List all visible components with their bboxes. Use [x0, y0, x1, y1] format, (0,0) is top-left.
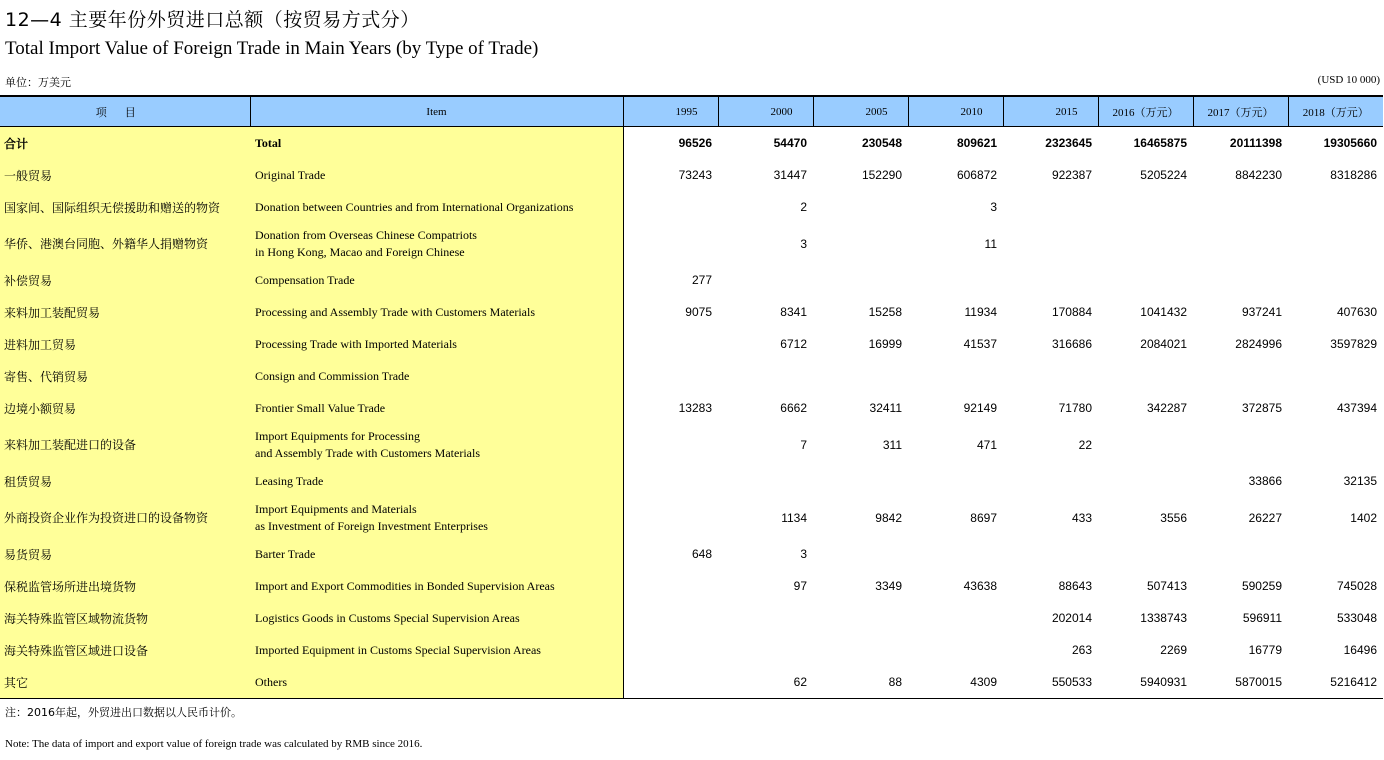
item-name-english: Consign and Commission Trade: [250, 360, 623, 392]
value-cell: 606872: [956, 168, 997, 182]
value-cell: 1402: [1350, 510, 1377, 525]
value-cell: [623, 570, 718, 602]
value-cell: [623, 328, 718, 360]
value-cell: [623, 191, 718, 223]
value-cell: [1288, 360, 1383, 392]
header-year: 2015: [1003, 96, 1098, 127]
value-cell: 433: [1071, 510, 1092, 525]
value-cell: 96526: [678, 136, 712, 150]
value-cell: [813, 360, 908, 392]
value-cell: [1098, 424, 1193, 465]
value-cell: 31447: [773, 168, 807, 182]
value-cell: 648: [691, 547, 712, 561]
value-cell: 97: [793, 579, 807, 593]
value-cell: [1098, 223, 1193, 264]
value-cell: 16496: [1343, 643, 1377, 657]
item-name-english: Donation from Overseas Chinese Compatriots in Hong Kong, Macao and Foreign Chinese: [250, 223, 623, 264]
item-name-english: Frontier Small Value Trade: [250, 392, 623, 424]
value-cell: [813, 223, 908, 264]
value-cell: [1193, 538, 1288, 570]
value-cell: [718, 360, 813, 392]
header-item-english: Item: [250, 96, 623, 127]
value-cell: [718, 634, 813, 666]
value-cell: [1098, 264, 1193, 296]
value-cell: 5870015: [1193, 666, 1288, 699]
value-cell: 9842: [875, 510, 902, 525]
item-name-chinese: 寄售、代销贸易: [0, 360, 250, 392]
value-cell: 1338743: [1140, 611, 1187, 625]
value-cell: [1193, 223, 1288, 264]
value-cell: [813, 264, 908, 296]
value-cell: [1003, 264, 1098, 296]
value-cell: 937241: [1241, 305, 1282, 319]
table-body: [0, 127, 1383, 699]
value-cell: 88: [813, 666, 908, 699]
item-name-chinese: 其它: [0, 666, 250, 699]
value-cell: [813, 191, 908, 223]
value-cell: 11: [984, 236, 997, 251]
item-name-chinese: 外商投资企业作为投资进口的设备物资: [0, 497, 250, 538]
item-name-english: Leasing Trade: [250, 465, 623, 497]
table-header-row: [0, 96, 1383, 127]
value-cell: 3: [990, 200, 997, 214]
item-name-chinese: 来料加工装配贸易: [0, 296, 250, 328]
value-cell: 6712: [780, 337, 807, 351]
header-year: 2000: [718, 96, 813, 127]
item-name-english: Import and Export Commodities in Bonded Supervision Areas: [250, 570, 623, 602]
value-cell: 8341: [780, 305, 807, 319]
value-cell: [1098, 191, 1193, 223]
value-cell: 16999: [868, 337, 902, 351]
value-cell: 88643: [1058, 579, 1092, 593]
value-cell: [1003, 223, 1098, 264]
item-name-chinese: 国家间、国际组织无偿援助和赠送的物资: [0, 191, 250, 223]
item-name-chinese: 边境小额贸易: [0, 392, 250, 424]
table-row: [0, 360, 1383, 392]
item-name-english: Logistics Goods in Customs Special Supervision Areas: [250, 602, 623, 634]
value-cell: 372875: [1241, 401, 1282, 415]
value-cell: [1288, 223, 1383, 264]
import-value-table: [0, 95, 1383, 699]
table-title-english: Total Import Value of Foreign Trade in Main Years (by Type of Trade): [5, 38, 539, 59]
item-name-english: Import Equipments for Processing and Assembly Trade with Customers Materials: [250, 424, 623, 465]
value-cell: 33866: [1248, 474, 1282, 488]
item-name-chinese: 易货贸易: [0, 538, 250, 570]
value-cell: [1003, 360, 1098, 392]
value-cell: 41537: [963, 337, 997, 351]
header-year: 2010: [908, 96, 1003, 127]
value-cell: 71780: [1058, 401, 1092, 415]
value-cell: [1003, 191, 1098, 223]
table-row: [0, 223, 1383, 264]
value-cell: 11934: [964, 305, 997, 319]
value-cell: 590259: [1241, 579, 1282, 593]
value-cell: 277: [691, 273, 712, 287]
value-cell: 6662: [780, 401, 807, 415]
value-cell: 5216412: [1288, 666, 1383, 699]
table-row: [0, 392, 1383, 424]
value-cell: [1193, 264, 1288, 296]
header-year: 2017（万元）: [1193, 96, 1288, 127]
table-row: [0, 666, 1383, 699]
value-cell: [1098, 360, 1193, 392]
value-cell: [1098, 465, 1193, 497]
item-name-chinese: 海关特殊监管区域进口设备: [0, 634, 250, 666]
value-cell: 4309: [908, 666, 1003, 699]
value-cell: [623, 497, 718, 538]
value-cell: 3: [800, 547, 807, 561]
value-cell: 8318286: [1330, 168, 1377, 182]
value-cell: 16779: [1248, 643, 1282, 657]
value-cell: 5940931: [1098, 666, 1193, 699]
value-cell: 152290: [861, 168, 902, 182]
value-cell: 809621: [956, 136, 997, 150]
value-cell: 32411: [869, 401, 902, 415]
value-cell: [813, 538, 908, 570]
value-cell: 7: [800, 437, 807, 452]
value-cell: 471: [976, 437, 997, 452]
value-cell: [623, 465, 718, 497]
value-cell: [908, 634, 1003, 666]
value-cell: 745028: [1336, 579, 1377, 593]
value-cell: [1288, 538, 1383, 570]
item-name-english: Barter Trade: [250, 538, 623, 570]
value-cell: [1193, 191, 1288, 223]
value-cell: 170884: [1051, 305, 1092, 319]
value-cell: [718, 465, 813, 497]
table-row: [0, 570, 1383, 602]
footnote-english: Note: The data of import and export value of foreign trade was calculated by RMB since 2016.: [5, 738, 423, 750]
value-cell: [908, 602, 1003, 634]
value-cell: [813, 602, 908, 634]
value-cell: 316686: [1051, 337, 1092, 351]
table-row: [0, 296, 1383, 328]
item-name-chinese: 进料加工贸易: [0, 328, 250, 360]
header-year: 2016（万元）: [1098, 96, 1193, 127]
value-cell: 1134: [781, 510, 807, 525]
item-name-english: Others: [250, 666, 623, 699]
value-cell: [1288, 264, 1383, 296]
value-cell: [813, 634, 908, 666]
value-cell: 1041432: [1140, 305, 1187, 319]
value-cell: [718, 264, 813, 296]
value-cell: 3349: [875, 579, 902, 593]
value-cell: 15258: [868, 305, 902, 319]
value-cell: [623, 634, 718, 666]
value-cell: 507413: [1146, 579, 1187, 593]
table-row: [0, 465, 1383, 497]
value-cell: 32135: [1343, 474, 1377, 488]
value-cell: [908, 264, 1003, 296]
table-row: [0, 424, 1383, 465]
value-cell: [1003, 465, 1098, 497]
value-cell: 3556: [1160, 510, 1187, 525]
value-cell: [908, 360, 1003, 392]
value-cell: [908, 538, 1003, 570]
value-cell: 263: [1071, 643, 1092, 657]
value-cell: 407630: [1336, 305, 1377, 319]
value-cell: 43638: [963, 579, 997, 593]
item-name-english: Imported Equipment in Customs Special Supervision Areas: [250, 634, 623, 666]
value-cell: [718, 602, 813, 634]
value-cell: 2323645: [1045, 136, 1092, 150]
value-cell: [1288, 191, 1383, 223]
header-item-chinese: 项目: [0, 96, 250, 127]
value-cell: 20111398: [1229, 136, 1282, 150]
value-cell: 8842230: [1235, 168, 1282, 182]
value-cell: 437394: [1336, 401, 1377, 415]
value-cell: [908, 465, 1003, 497]
table-row: [0, 328, 1383, 360]
item-name-english: Import Equipments and Materials as Investment of Foreign Investment Enterprises: [250, 497, 623, 538]
value-cell: 26227: [1248, 510, 1282, 525]
value-cell: [623, 360, 718, 392]
value-cell: 2: [800, 200, 807, 214]
table-row: [0, 634, 1383, 666]
value-cell: [1193, 424, 1288, 465]
value-cell: 202014: [1051, 611, 1092, 625]
value-cell: 54470: [773, 136, 807, 150]
item-name-chinese: 保税监管场所进出境货物: [0, 570, 250, 602]
value-cell: 92149: [963, 401, 997, 415]
table-row: [0, 191, 1383, 223]
value-cell: 16465875: [1133, 136, 1187, 150]
table-row: [0, 497, 1383, 538]
item-name-chinese: 来料加工装配进口的设备: [0, 424, 250, 465]
value-cell: 19305660: [1323, 136, 1377, 150]
value-cell: 2269: [1160, 643, 1187, 657]
value-cell: 13283: [678, 401, 712, 415]
header-year: 2005: [813, 96, 908, 127]
value-cell: 596911: [1242, 611, 1282, 625]
value-cell: 922387: [1051, 168, 1092, 182]
value-cell: [1193, 360, 1288, 392]
value-cell: 2084021: [1140, 337, 1187, 351]
header-year: 1995: [623, 96, 718, 127]
value-cell: [1003, 538, 1098, 570]
value-cell: [623, 424, 718, 465]
value-cell: 5205224: [1140, 168, 1187, 182]
value-cell: [623, 223, 718, 264]
item-name-english: Processing Trade with Imported Materials: [250, 328, 623, 360]
value-cell: 3597829: [1330, 337, 1377, 351]
value-cell: 22: [1078, 437, 1092, 452]
item-name-english: Donation between Countries and from International Organizations: [250, 191, 623, 223]
value-cell: 3: [800, 236, 807, 251]
value-cell: 73243: [678, 168, 712, 182]
item-name-chinese: 补偿贸易: [0, 264, 250, 296]
value-cell: 230548: [861, 136, 902, 150]
value-cell: [623, 602, 718, 634]
item-name-english: Compensation Trade: [250, 264, 623, 296]
table-title-chinese: 12—4 主要年份外贸进口总额（按贸易方式分）: [5, 9, 420, 31]
table-row: [0, 264, 1383, 296]
item-name-chinese: 一般贸易: [0, 159, 250, 191]
item-name-english: Processing and Assembly Trade with Customers Materials: [250, 296, 623, 328]
table-row: [0, 159, 1383, 191]
table-row: [0, 538, 1383, 570]
value-cell: 550533: [1003, 666, 1098, 699]
table-row: [0, 602, 1383, 634]
unit-label-chinese: 单位：万美元: [5, 76, 71, 89]
item-name-english: Original Trade: [250, 159, 623, 191]
value-cell: [623, 666, 718, 699]
item-name-english: Total: [250, 127, 623, 160]
header-year: 2018（万元）: [1288, 96, 1383, 127]
item-name-chinese: 租赁贸易: [0, 465, 250, 497]
item-name-chinese: 海关特殊监管区域物流货物: [0, 602, 250, 634]
value-cell: 533048: [1336, 611, 1377, 625]
table-row-total: [0, 127, 1383, 160]
value-cell: 9075: [685, 305, 712, 319]
unit-label-english: (USD 10 000): [1317, 74, 1380, 86]
footnote-chinese: 注：2016年起，外贸进出口数据以人民币计价。: [5, 706, 242, 719]
value-cell: 62: [718, 666, 813, 699]
item-name-chinese: 合计: [0, 127, 250, 160]
value-cell: [1098, 538, 1193, 570]
value-cell: 342287: [1146, 401, 1187, 415]
value-cell: [813, 465, 908, 497]
value-cell: 2824996: [1235, 337, 1282, 351]
value-cell: 311: [882, 437, 902, 452]
value-cell: 8697: [970, 510, 997, 525]
item-name-chinese: 华侨、港澳台同胞、外籍华人捐赠物资: [0, 223, 250, 264]
value-cell: [1288, 424, 1383, 465]
